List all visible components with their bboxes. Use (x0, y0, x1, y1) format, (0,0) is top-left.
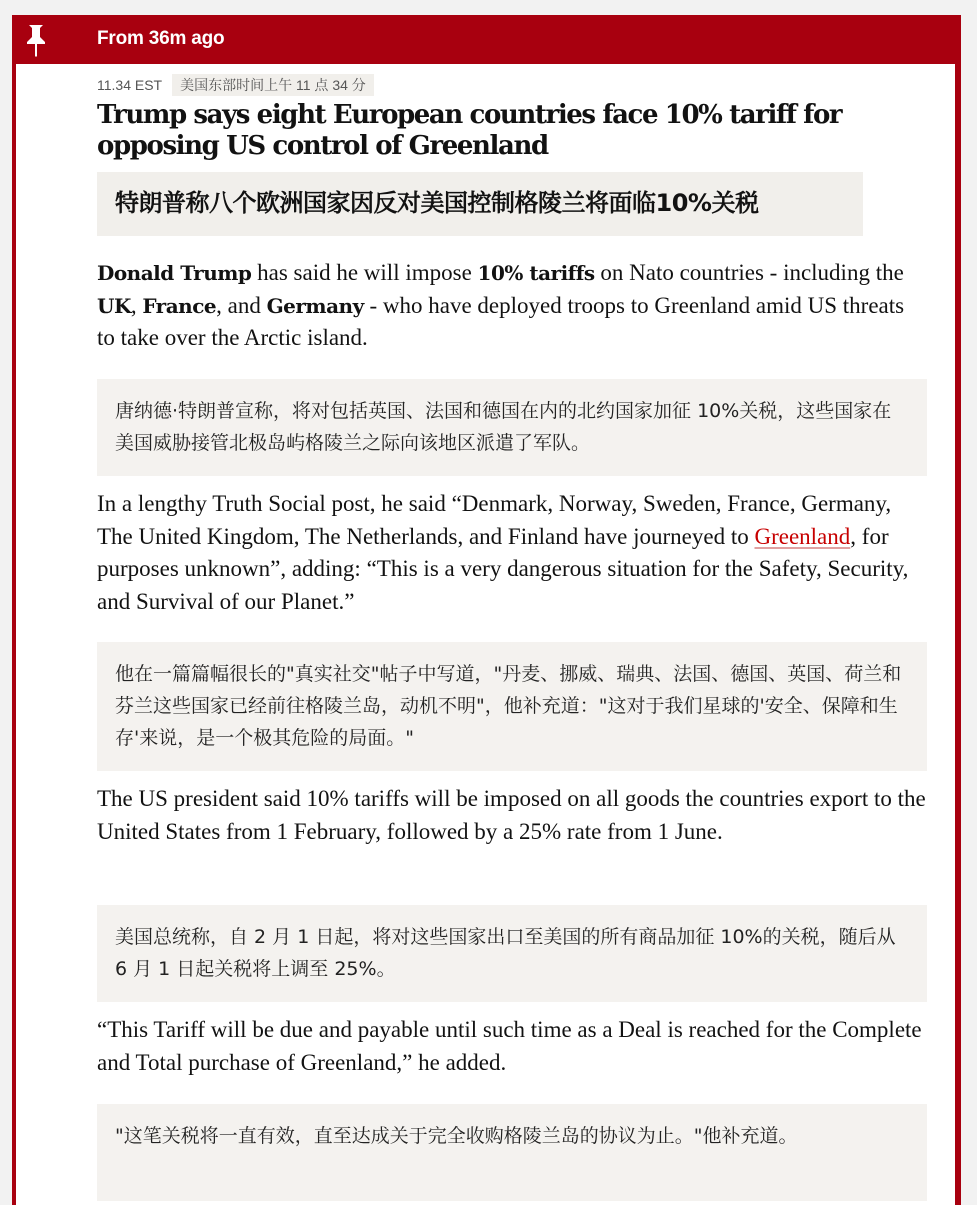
bold-text: Donald Trump (97, 261, 252, 285)
paragraph-text: In a lengthy Truth Social post, he said “Denmark, Norway, Sweden, France, Germany, The United Kingdom, The Netherlands, and Finland have journeyed to (97, 491, 892, 549)
pin-icon (24, 23, 48, 57)
timestamp[interactable]: 11.34 EST (97, 77, 163, 93)
paragraph-text: on Nato countries - including the (594, 260, 904, 285)
paragraph-2 (97, 488, 927, 618)
paragraph-text: - who have deployed troops to Greenland amid US threats to take over the Arctic island. (97, 292, 905, 350)
timestamp-translation: 美国东部时间上午 11 点 34 分 (172, 74, 374, 96)
paragraph-text: , and (216, 292, 267, 318)
entry-body (16, 64, 955, 1205)
paragraph-1 (97, 257, 927, 355)
paragraph-2-translation: 他在一篇篇幅很长的"真实社交"帖子中写道，"丹麦、挪威、瑞典、法国、德国、英国、荷兰和芬兰这些国家已经前往格陵兰岛，动机不明"，他补充道："这对于我们星球的'安全、保障和生存'来说，是一个极其危险的局面。" (97, 642, 927, 771)
live-blog-entry (12, 15, 961, 1205)
paragraph-4: “This Tariff will be due and payable until such time as a Deal is reached for the Complete and Total purchase of Greenland,” he added. (97, 1017, 922, 1075)
bold-text: France (142, 293, 217, 318)
paragraph-1-translation: 唐纳德·特朗普宣称，将对包括英国、法国和德国在内的北约国家加征 10%关税，这些国家在美国威胁接管北极岛屿格陵兰之际向该地区派遣了军队。 (97, 379, 927, 476)
bold-text: Germany (266, 293, 364, 318)
headline-translation: 特朗普称八个欧洲国家因反对美国控制格陵兰将面临10%关税 (97, 172, 863, 236)
entry-headline: Trump says eight European countries face 10% tariff for opposing US control of Greenland (97, 100, 842, 161)
paragraph-4-translation: "这笔关税将一直有效，直至达成关于完全收购格陵兰岛的协议为止。"他补充道。 (97, 1104, 927, 1201)
timestamp-row (97, 74, 374, 96)
entry-banner (12, 15, 961, 64)
greenland-link[interactable]: Greenland (754, 523, 851, 549)
paragraph-text: has said he will impose (251, 260, 478, 285)
paragraph-3-translation: 美国总统称，自 2 月 1 日起，将对这些国家出口至美国的所有商品加征 10%的关税，随后从 6 月 1 日起关税将上调至 25%。 (97, 905, 927, 1002)
bold-text: 10% tariffs (477, 261, 595, 285)
bold-text: UK (97, 293, 131, 318)
entry-age-label: From 36m ago (97, 28, 225, 49)
paragraph-text: , (130, 292, 143, 318)
paragraph-text: , for purposes unknown”, adding: “This is a very dangerous situation for the Safety, Security, and Survival of our Planet.” (97, 523, 909, 614)
paragraph-3: The US president said 10% tariffs will be imposed on all goods the countries export to the United States from 1 February, followed by a 25% rate from 1 June. (97, 786, 926, 844)
